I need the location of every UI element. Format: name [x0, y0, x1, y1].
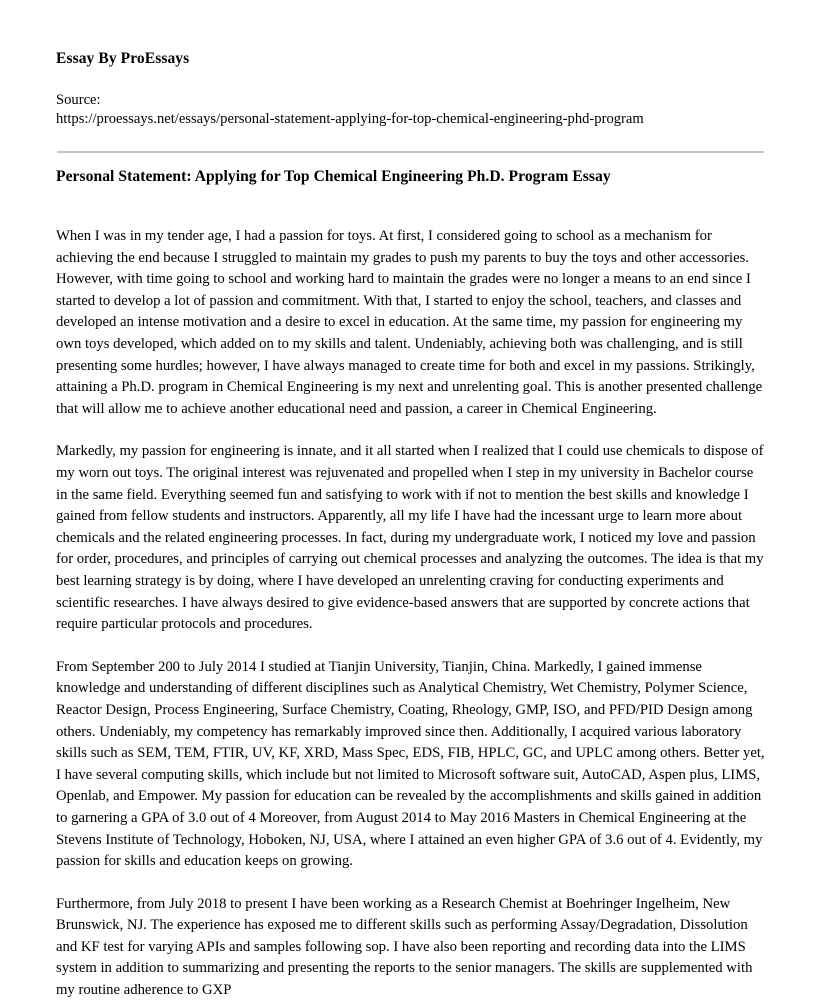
- source-url[interactable]: https://proessays.net/essays/personal-statement-applying-for-top-chemical-engineering-phd-program: [56, 111, 644, 128]
- site-title: Essay By ProEssays: [56, 50, 190, 67]
- essay-paragraph: Furthermore, from July 2018 to present I have been working as a Research Chemist at Boehringer Ingelheim, New Brunswick, NJ. The experience has exposed me to different skills such as performing Assay/Degradation, Dissolution and KF test for varying APIs and samples following sop. I have also been reporting and recording data into the LIMS system in addition to summarizing and presenting the reports to the senior managers. The skills are supplemented with my routine adherence to GXP: [56, 895, 753, 999]
- essay-paragraph: Markedly, my passion for engineering is innate, and it all started when I realized that I could use chemicals to dispose of my worn out toys. The original interest was rejuvenated and propelled when I step in my university in Bachelor course in the same field. Everything seemed fun and satisfying to work with if not to mention the best skills and knowledge I gained from fellow students and instructors. Apparently, all my life I have had the incessant urge to learn more about chemicals and the related engineering processes. In fact, during my undergraduate work, I noticed my love and passion for order, procedures, and principles of carrying out chemical processes and analyzing the outcomes. The idea is that my best learning strategy is by doing, where I have developed an unrelenting craving for conducting experiments and scientific researches. I have always desired to give evidence-based answers that are supported by concrete actions that require particular protocols and procedures.: [56, 443, 764, 633]
- source-block: [56, 91, 764, 130]
- source-label: Source:: [56, 91, 101, 108]
- page-title: Personal Statement: Applying for Top Chemical Engineering Ph.D. Program Essay: [56, 167, 611, 185]
- essay-body: [56, 226, 764, 1002]
- header-divider: [57, 151, 764, 153]
- essay-paragraph: When I was in my tender age, I had a passion for toys. At first, I considered going to school as a mechanism for achieving the end because I struggled to maintain my grades to push my parents to buy the toys and other accessories. However, with time going to school and working hard to maintain the grades were no longer a means to an end since I started to develop a lot of passion and commitment. With that, I started to enjoy the school, teachers, and classes and developed an intense motivation and a desire to excel in education. At the same time, my passion for engineering my own toys developed, which added on to my skills and talent. Undeniably, achieving both was challenging, and is still presenting some hurdles; however, I have always managed to create time for both and excel in my passions. Strikingly, attaining a Ph.D. program in Chemical Engineering is my next and unrelenting goal. This is another presented challenge that will allow me to achieve another educational need and passion, a career in Chemical Engineering.: [56, 228, 763, 417]
- essay-paragraph: From September 200 to July 2014 I studied at Tianjin University, Tianjin, China. Markedly, I gained immense knowledge and understanding of different disciplines such as Analytical Chemistry, Wet Chemistry, Polymer Science, Reactor Design, Process Engineering, Surface Chemistry, Coating, Rheology, GMP, ISO, and PFD/PID Design among others. Undeniably, my competency has remarkably improved since then. Additionally, I acquired various laboratory skills such as SEM, TEM, FTIR, UV, KF, XRD, Mass Spec, EDS, FIB, HPLC, GC, and UPLC among others. Better yet, I have several computing skills, which include but not limited to Microsoft software suit, AutoCAD, Aspen plus, LIMS, Openlab, and Empower. My passion for education can be revealed by the accomplishments and skills gained in addition to garnering a GPA of 3.0 out of 4 Moreover, from August 2014 to May 2016 Masters in Chemical Engineering at the Stevens Institute of Technology, Hoboken, NJ, USA, where I attained an even higher GPA of 3.6 out of 4. Evidently, my passion for skills and education keeps on growing.: [56, 658, 765, 870]
